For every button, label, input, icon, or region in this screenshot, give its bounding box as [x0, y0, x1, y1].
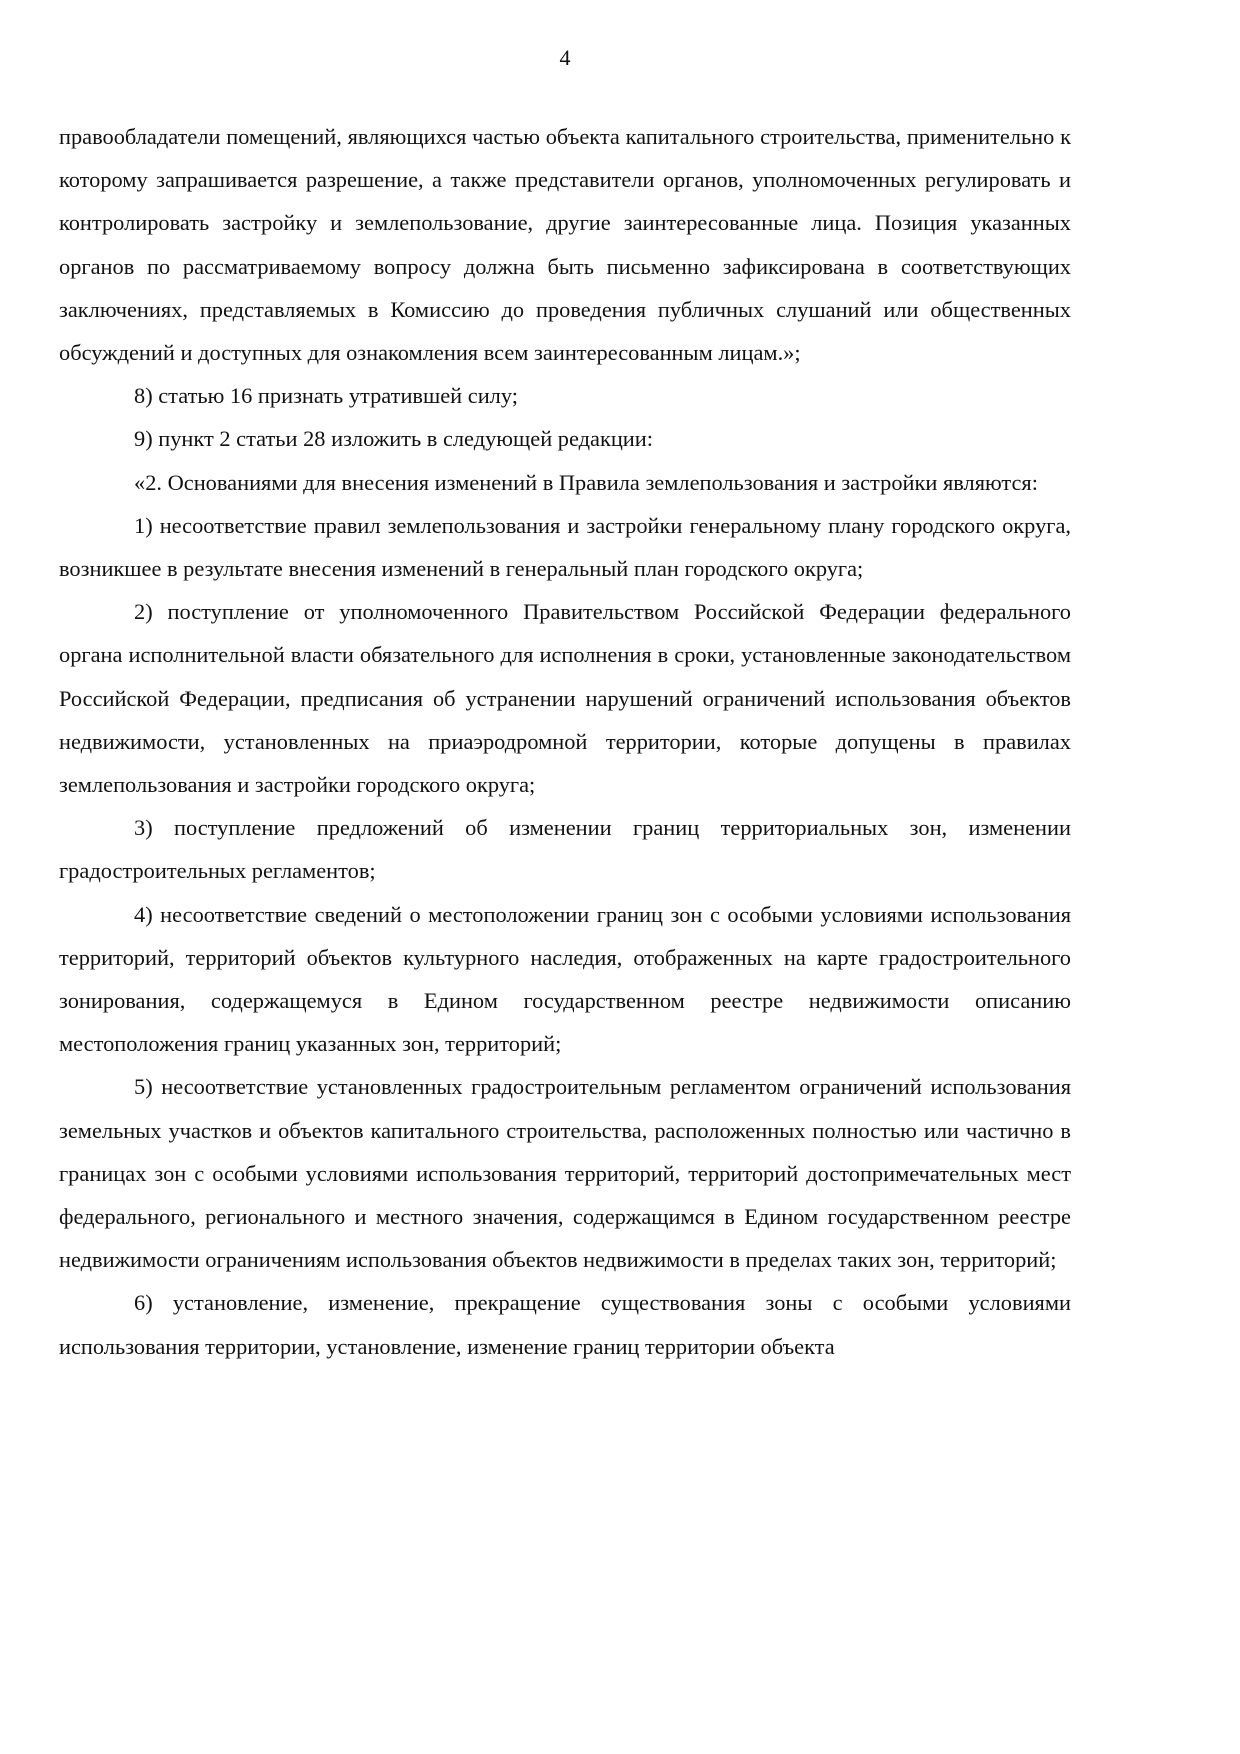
- paragraph-subitem-3: 3) поступление предложений об изменении границ территориальных зон, изменении градостроительных регламентов;: [59, 815, 1071, 884]
- document-body: [59, 115, 1071, 1368]
- paragraph-subitem-6: 6) установление, изменение, прекращение существования зоны с особыми условиями использования территории, установление, изменение границ территории объекта: [59, 1290, 1071, 1359]
- paragraph-item-9: 9) пункт 2 статьи 28 изложить в следующей редакции:: [134, 426, 653, 452]
- paragraph-continuation: правообладатели помещений, являющихся частью объекта капитального строительства, применительно к которому запрашивается разрешение, а также представители органов, уполномоченных регулировать и контролировать застройку и землепользование, другие заинтересованные лица. Позиция указанных органов по рассматриваемому вопросу должна быть письменно зафиксирована в соответствующих заключениях, представляемых в Комиссию до проведения публичных слушаний или общественных обсуждений и доступных для ознакомления всем заинтересованным лицам.»;: [59, 124, 1071, 366]
- paragraph-subitem-2: 2) поступление от уполномоченного Правительством Российской Федерации федерального органа исполнительной власти обязательного для исполнения в сроки, установленные законодательством Российской Федерации, предписания об устранении нарушений ограничений использования объектов недвижимости, установленных на приаэродромной территории, которые допущены в правилах землепользования и застройки городского округа;: [59, 599, 1071, 798]
- paragraph-subitem-5: 5) несоответствие установленных градостроительным регламентом ограничений использования земельных участков и объектов капитального строительства, расположенных полностью или частично в границах зон с особыми условиями использования территорий, территорий достопримечательных мест федерального, регионального и местного значения, содержащимся в Едином государственном реестре недвижимости ограничениям использования объектов недвижимости в пределах таких зон, территорий;: [59, 1074, 1071, 1273]
- paragraph-item-8: 8) статью 16 признать утратившей силу;: [134, 383, 518, 409]
- paragraph-subitem-4: 4) несоответствие сведений о местоположении границ зон с особыми условиями использования территорий, территорий объектов культурного наследия, отображенных на карте градостроительного зонирования, содержащемуся в Едином государственном реестре недвижимости описанию местоположения границ указанных зон, территорий;: [59, 901, 1071, 1057]
- paragraph-quote-2: «2. Основаниями для внесения изменений в Правила землепользования и застройки являются:: [134, 469, 1038, 495]
- paragraph-subitem-1: 1) несоответствие правил землепользования и застройки генеральному плану городского округа, возникшее в результате внесения изменений в генеральный план городского округа;: [59, 512, 1071, 582]
- page-number: 4: [559, 45, 571, 70]
